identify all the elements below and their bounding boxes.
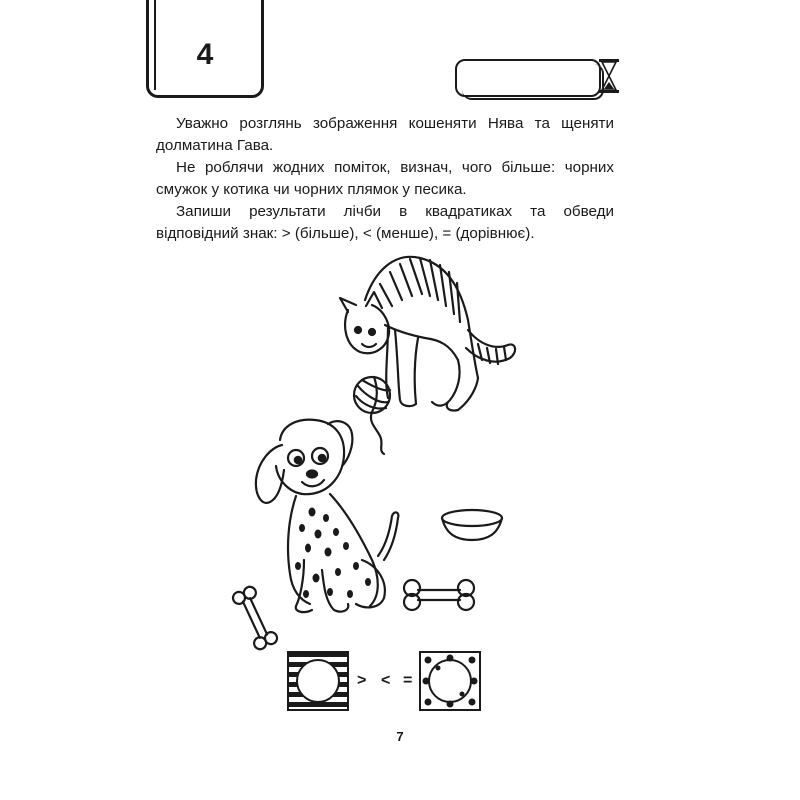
instruction-paragraph-3: Запиши результати лічби в квадратиках та обведи відповідний знак: > (більше), < (менше), = (дорівнює). — [156, 203, 614, 242]
dalmatian-puppy-illustration — [256, 420, 398, 612]
instruction-paragraph-2: Не роблячи жодних поміток, визнач, чого більше: чорних смужок у котика чи чорних плямок у песика. — [156, 159, 614, 198]
cat-illustration — [340, 257, 515, 411]
greater-than-symbol[interactable]: > — [357, 672, 367, 689]
bone-illustration-small — [231, 585, 279, 651]
striped-count-box — [288, 652, 348, 710]
yarn-ball-illustration — [354, 377, 390, 454]
page-number: 7 — [396, 729, 404, 744]
task-number: 4 — [196, 38, 214, 71]
instruction-paragraph-1: Уважно розглянь зображення кошеняти Нява та щеняти долматина Гава. — [156, 115, 614, 154]
bone-illustration — [404, 580, 474, 610]
equals-symbol[interactable]: = — [403, 672, 413, 689]
spotted-count-box — [420, 652, 480, 710]
bowl-illustration — [442, 510, 502, 540]
less-than-symbol[interactable]: < — [381, 672, 391, 689]
